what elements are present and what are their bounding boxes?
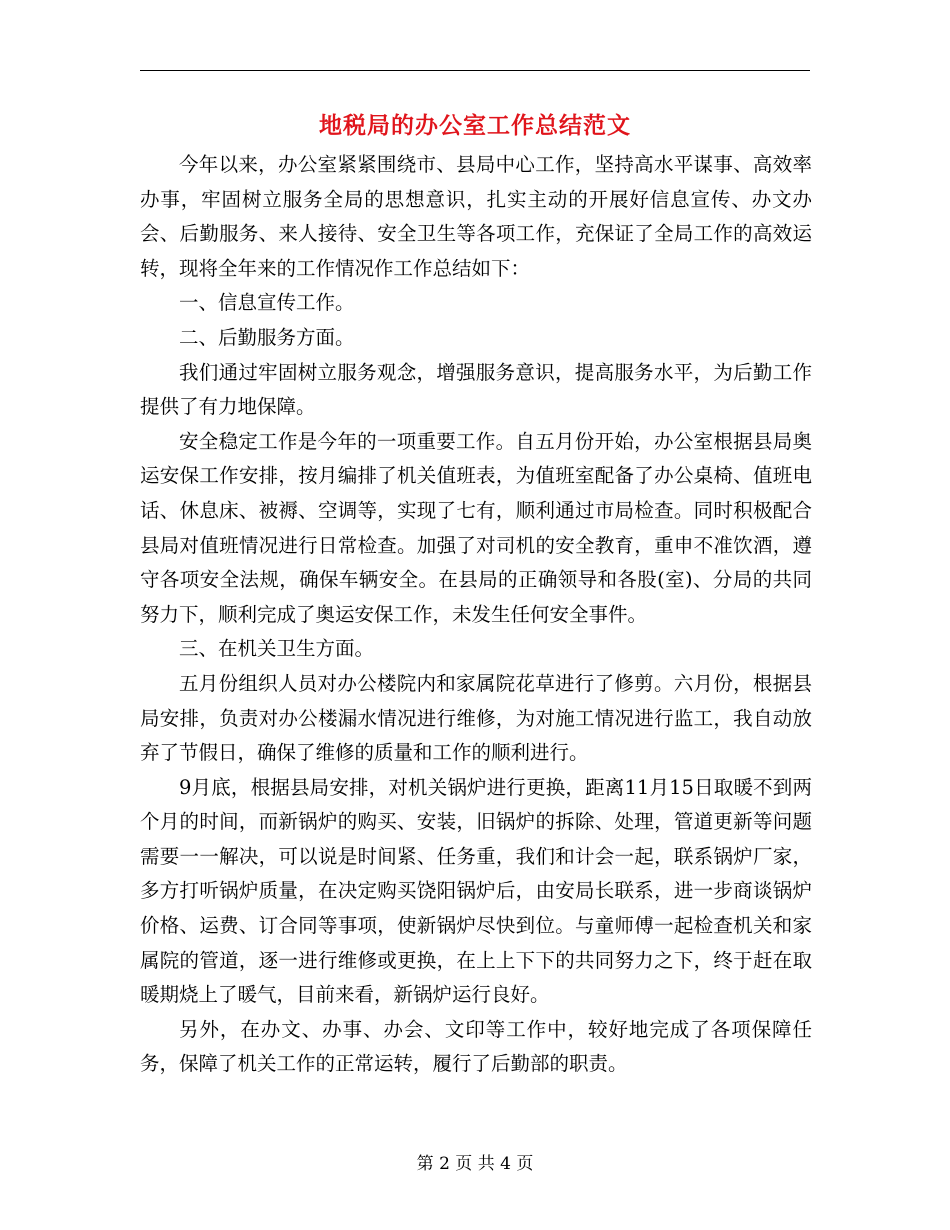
paragraph-boiler: 9月底，根据县局安排，对机关锅炉进行更换，距离11月15日取暖不到两个月的时间，而新锅炉的购买、安装，旧锅炉的拆除、处理，管道更新等问题需要一一解决，可以说是时间紧、任务重，我们和计会一起，联系锅炉厂家，多方打听锅炉质量，在决定购买饶阳锅炉后，由安局长联系，进一步商谈锅炉价格、运费、订合同等事项，使新锅炉尽快到位。与童师傅一起检查机关和家属院的管道，逐一进行维修或更换，在上上下下的共同努力之下，终于赶在取暖期烧上了暖气，目前来看，新锅炉运行良好。 — [140, 775, 812, 1007]
paragraph-hygiene: 五月份组织人员对办公楼院内和家属院花草进行了修剪。六月份，根据县局安排，负责对办公楼漏水情况进行维修，为对施工情况进行监工，我自动放弃了节假日，确保了维修的质量和工作的顺利进行。 — [140, 671, 812, 765]
page-number-footer: 第 2 页 共 4 页 — [416, 1154, 534, 1174]
section-heading-info: 一、信息宣传工作。 — [179, 291, 355, 315]
section-heading-logistics: 二、后勤服务方面。 — [179, 325, 355, 349]
paragraph-intro: 今年以来，办公室紧紧围绕市、县局中心工作，坚持高水平谋事、高效率办事，牢固树立服务全局的思想意识，扎实主动的开展好信息宣传、办文办会、后勤服务、来人接待、安全卫生等各项工作，充保证了全局工作的高效运转，现将全年来的工作情况作工作总结如下： — [140, 153, 812, 280]
header-rule — [140, 70, 810, 71]
paragraph-other: 另外，在办文、办事、办会、文印等工作中，较好地完成了各项保障任务，保障了机关工作的正常运转，履行了后勤部的职责。 — [140, 1017, 812, 1076]
paragraph-logistics: 我们通过牢固树立服务观念，增强服务意识，提高服务水平，为后勤工作提供了有力地保障。 — [140, 360, 812, 419]
document-title: 地税局的办公室工作总结范文 — [319, 112, 631, 139]
document-body — [140, 148, 812, 1082]
paragraph-security: 安全稳定工作是今年的一项重要工作。自五月份开始，办公室根据县局奥运安保工作安排，按月编排了机关值班表，为值班室配备了办公桌椅、值班电话、休息床、被褥、空调等，实现了七有，顺利通过市局检查。同时积极配合县局对值班情况进行日常检查。加强了对司机的安全教育，重申不准饮酒，遵守各项安全法规，确保车辆安全。在县局的正确领导和各股(室)、分局的共同努力下，顺利完成了奥运安保工作，未发生任何安全事件。 — [140, 429, 812, 626]
section-heading-hygiene: 三、在机关卫生方面。 — [179, 637, 375, 661]
